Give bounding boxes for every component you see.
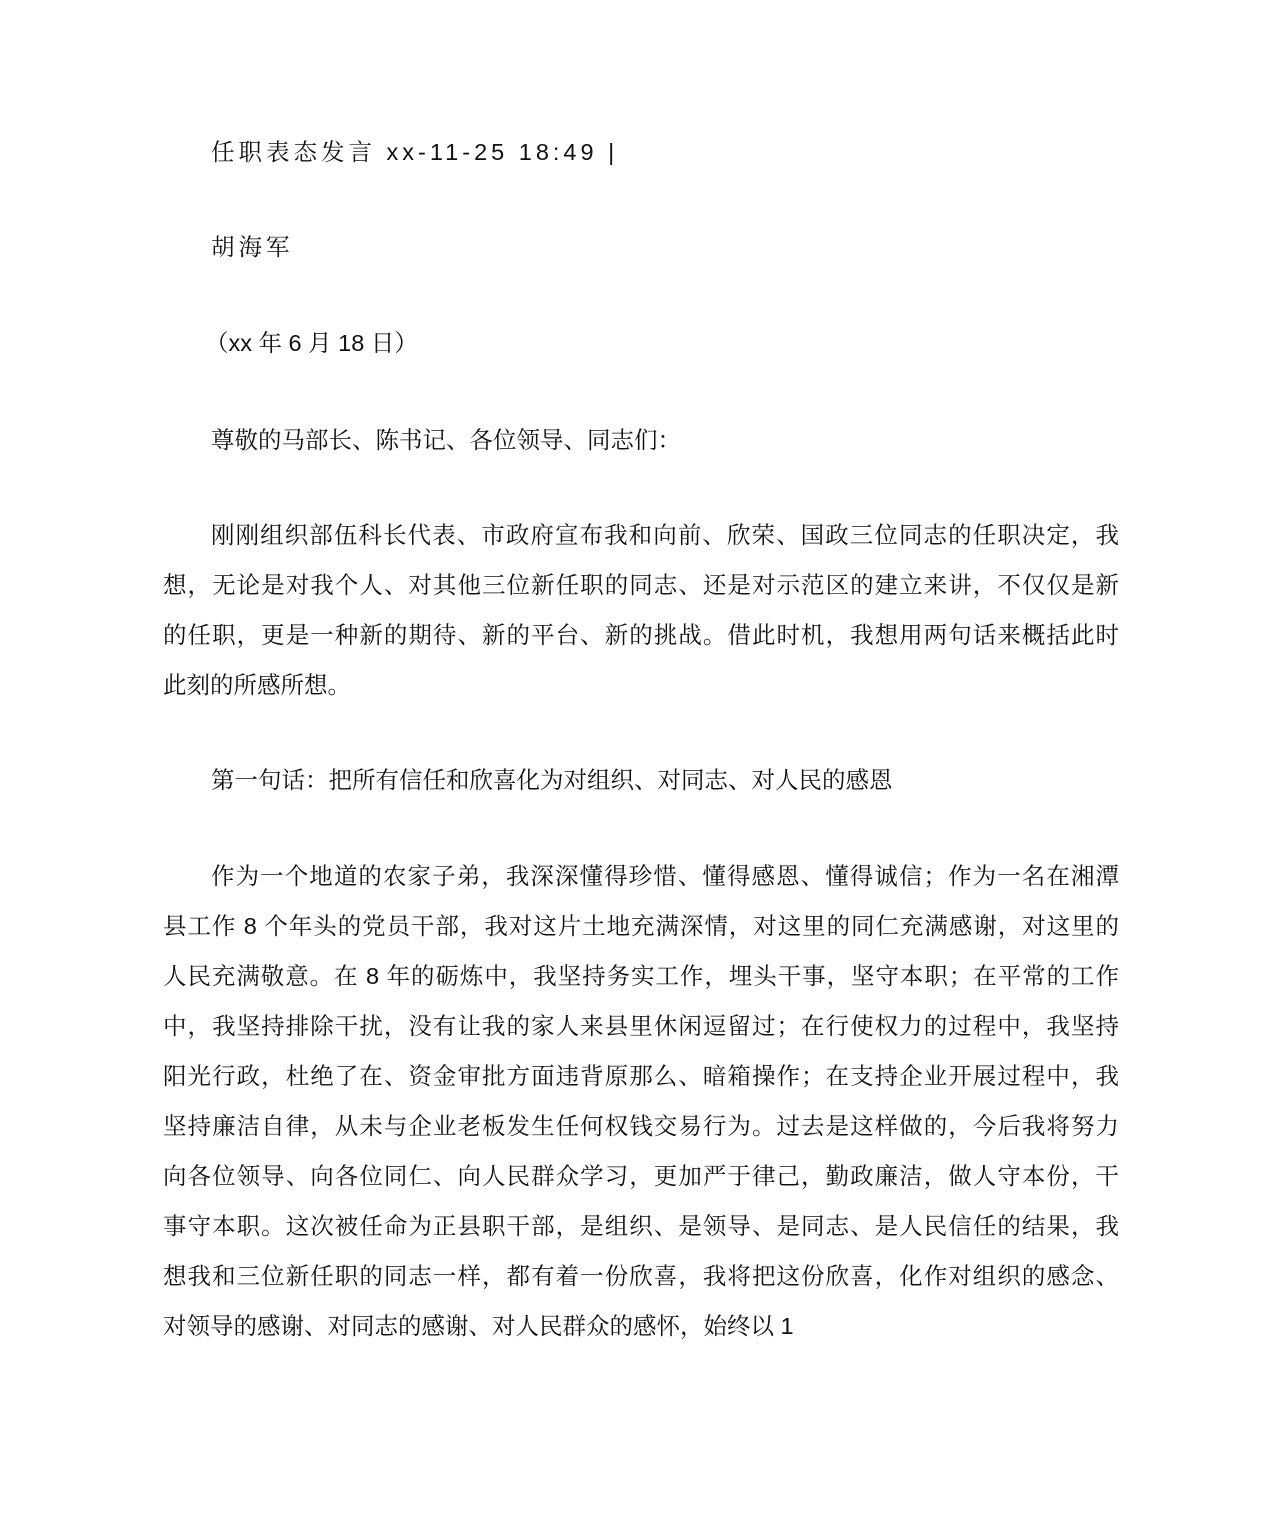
- paragraph-line: 刚刚组织部伍科长代表、市政府宣布我和向前、欣荣、国政三位同志的任职决定，我: [211, 522, 1119, 548]
- paragraph-line: 阳光行政，杜绝了在、资金审批方面违背原那么、暗箱操作；在支持企业开展过程中，我: [163, 1063, 1119, 1089]
- document-title: 任职表态发言 xx-11-25 18:49 |: [211, 139, 619, 165]
- paragraph-line: 中，我坚持排除干扰，没有让我的家人来县里休闲逗留过；在行使权力的过程中，我坚持: [163, 1013, 1119, 1039]
- greeting: 尊敬的马部长、陈书记、各位领导、同志们：: [211, 427, 681, 453]
- paragraph-line: 作为一个地道的农家子弟，我深深懂得珍惜、懂得感恩、懂得诚信；作为一名在湘潭: [211, 863, 1119, 889]
- paragraph-line: 此刻的所感所想。: [163, 672, 351, 698]
- paragraph-line: 想，无论是对我个人、对其他三位新任职的同志、还是对示范区的建立来讲，不仅仅是新: [163, 572, 1119, 598]
- author-name: 胡海军: [211, 234, 294, 260]
- section-heading: 第一句话：把所有信任和欣喜化为对组织、对同志、对人民的感恩: [211, 767, 893, 793]
- speech-date: （xx 年 6 月 18 日）: [205, 330, 418, 356]
- paragraph-line: 坚持廉洁自律，从未与企业老板发生任何权钱交易行为。过去是这样做的，今后我将努力: [163, 1113, 1119, 1139]
- paragraph-line: 的任职，更是一种新的期待、新的平台、新的挑战。借此时机，我想用两句话来概括此时: [163, 622, 1119, 648]
- paragraph-line: 对领导的感谢、对同志的感谢、对人民群众的感怀，始终以 1: [163, 1313, 794, 1339]
- paragraph-line: 向各位领导、向各位同仁、向人民群众学习，更加严于律己，勤政廉洁，做人守本份，干: [163, 1163, 1119, 1189]
- paragraph-line: 事守本职。这次被任命为正县职干部，是组织、是领导、是同志、是人民信任的结果，我: [163, 1213, 1119, 1239]
- paragraph-line: 人民充满敬意。在 8 年的砺炼中，我坚持务实工作，埋头干事，坚守本职；在平常的工作: [163, 963, 1119, 989]
- paragraph-line: 县工作 8 个年头的党员干部，我对这片土地充满深情，对这里的同仁充满感谢，对这里的: [163, 913, 1119, 939]
- paragraph-line: 想我和三位新任职的同志一样，都有着一份欣喜，我将把这份欣喜，化作对组织的感念、: [163, 1263, 1119, 1289]
